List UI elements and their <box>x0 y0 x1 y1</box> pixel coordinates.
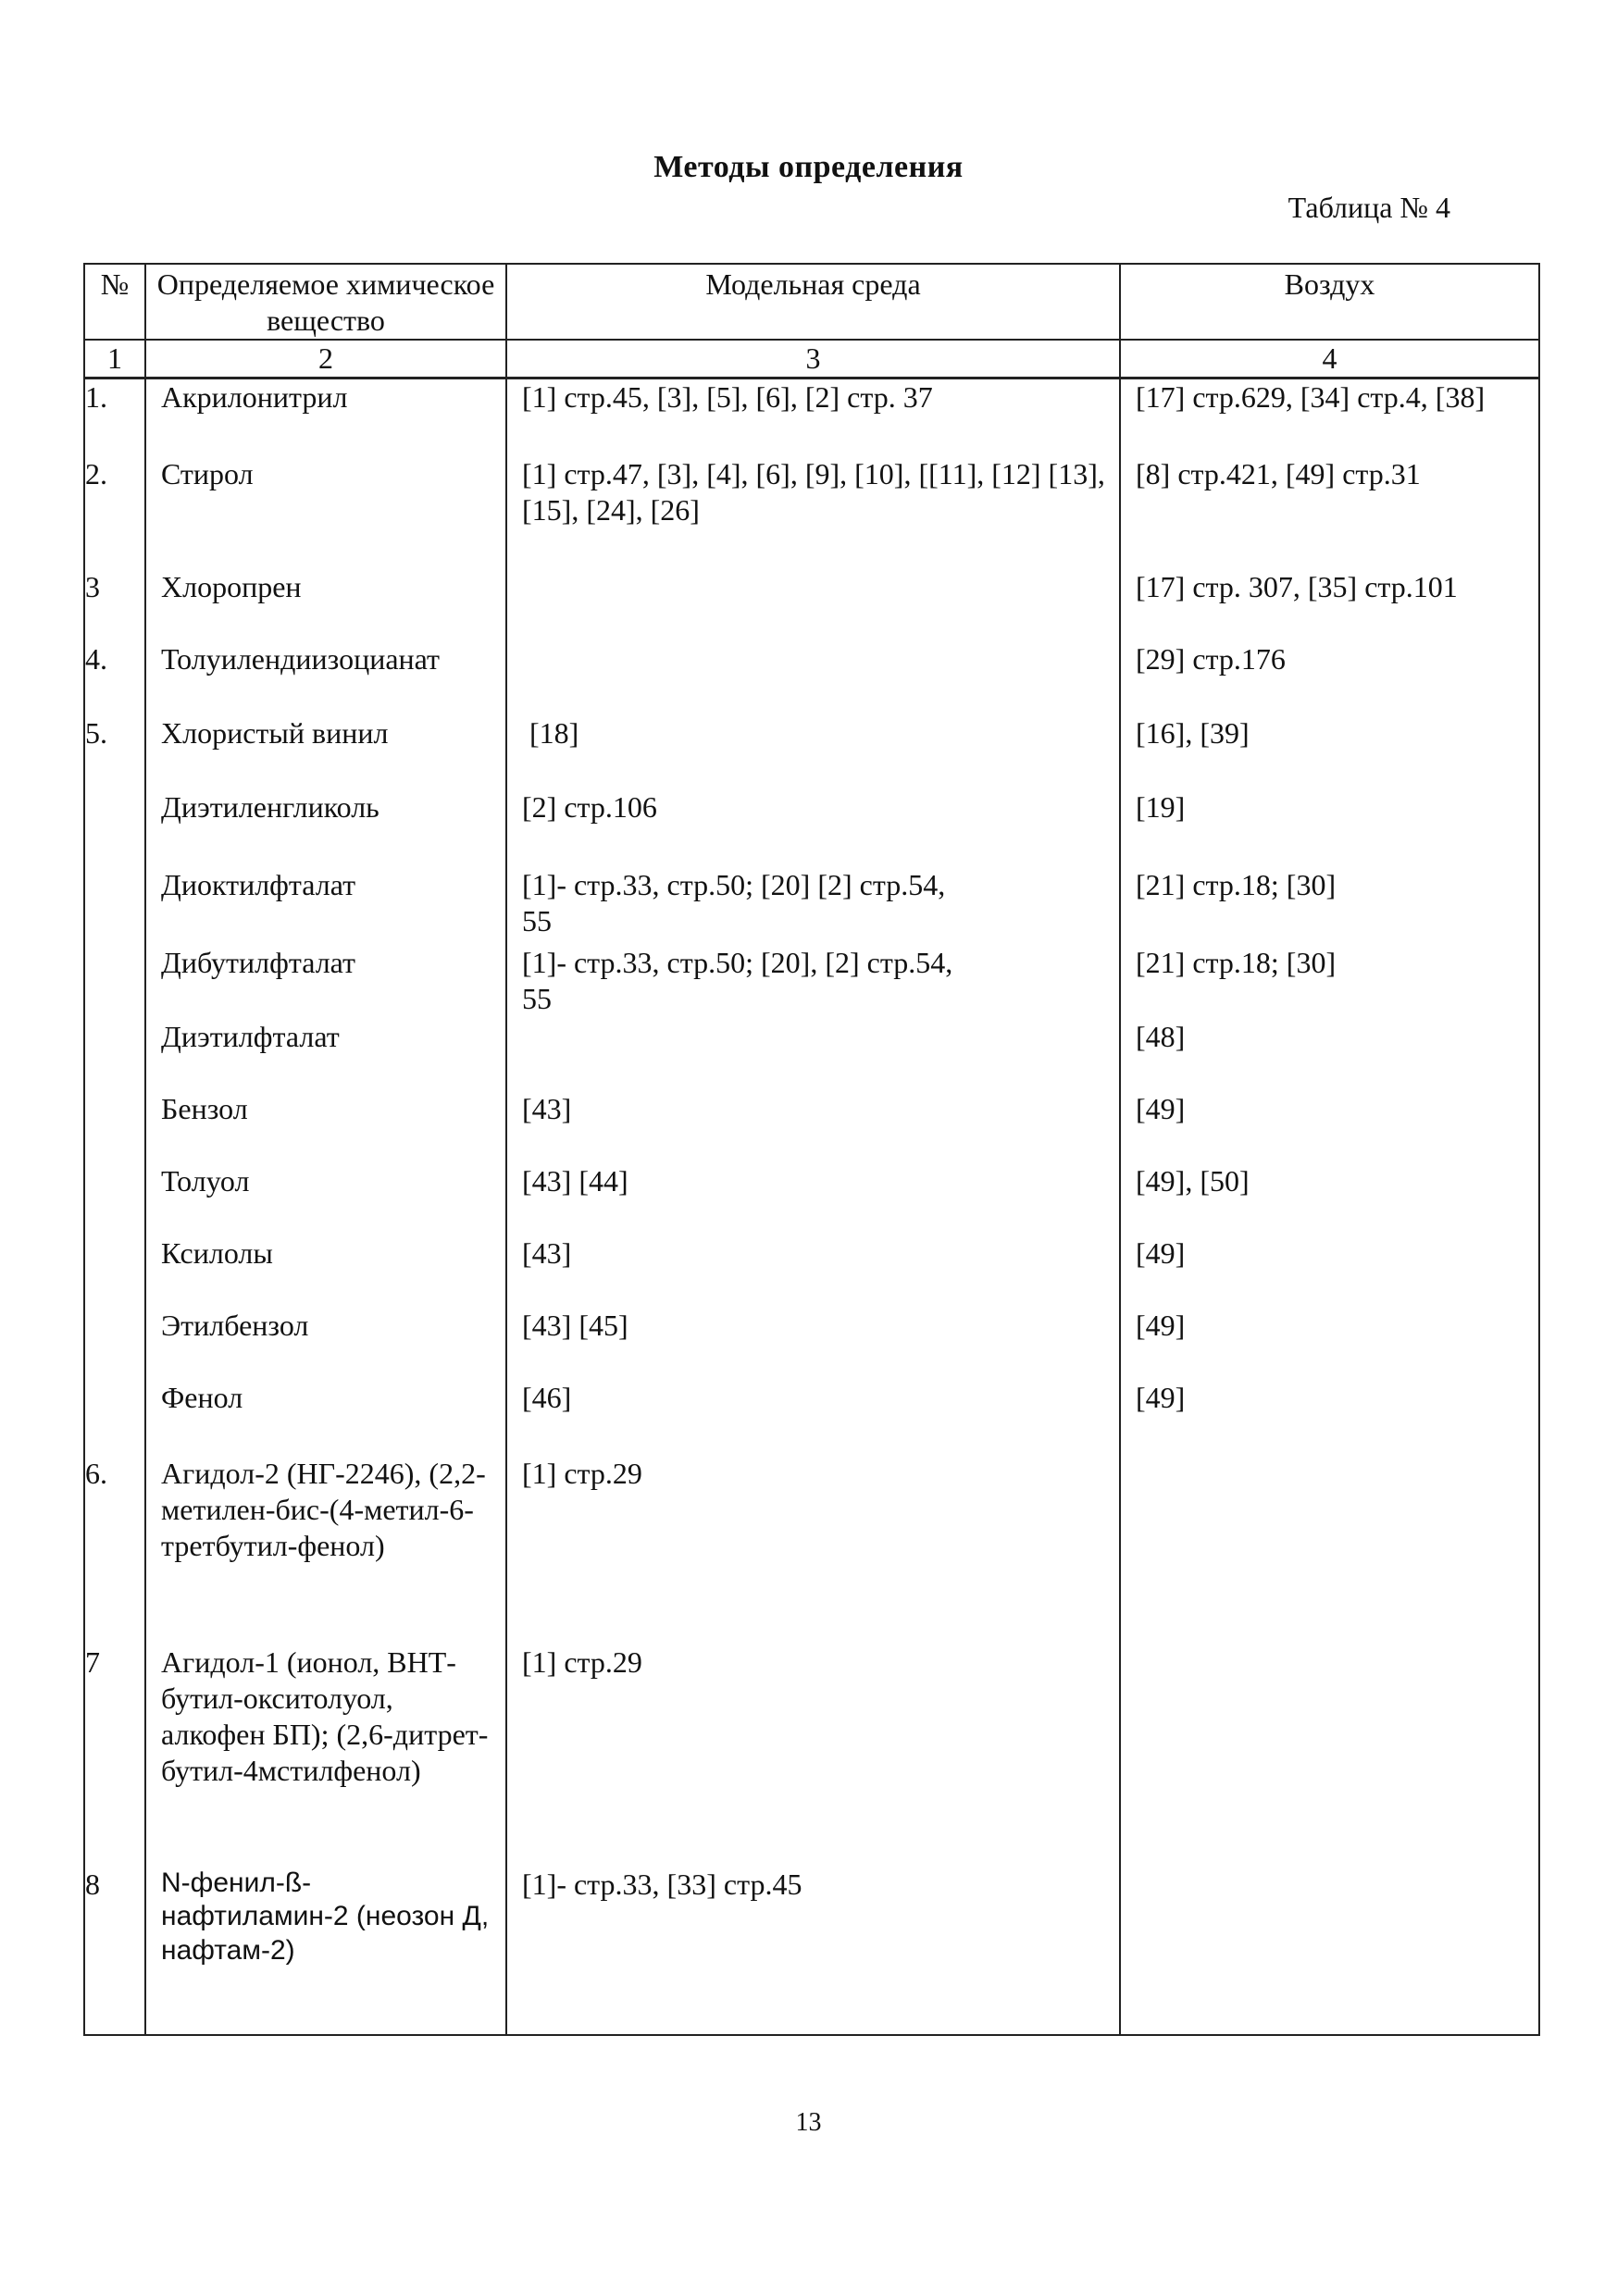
substance-cell: Диэтилфталат <box>145 1019 506 1091</box>
substance-cell: Бензол <box>145 1091 506 1163</box>
table-row <box>84 1867 1539 2035</box>
substance-cell: Стирол <box>145 456 506 569</box>
header-model-medium: Модельная среда <box>506 264 1120 340</box>
model-medium-cell: [43] [45] <box>506 1308 1120 1380</box>
air-cell: [21] стр.18; [30] <box>1120 867 1539 945</box>
substance-cell: Толуилендиизоцианат <box>145 641 506 715</box>
table-row <box>84 569 1539 641</box>
table-row <box>84 715 1539 789</box>
table-row <box>84 1308 1539 1380</box>
column-number: 4 <box>1120 340 1539 379</box>
model-medium-cell: [1]- стр.33, [33] стр.45 <box>506 1867 1120 2035</box>
methods-table <box>83 263 1540 2036</box>
air-cell: [19] <box>1120 789 1539 867</box>
header-no: № <box>84 264 145 340</box>
air-cell: [49] <box>1120 1091 1539 1163</box>
substance-cell: Ксилолы <box>145 1235 506 1308</box>
air-cell <box>1120 1867 1539 2035</box>
air-cell: [16], [39] <box>1120 715 1539 789</box>
substance-cell: Диэтиленгликоль <box>145 789 506 867</box>
substance-cell: Дибутилфталат <box>145 945 506 1019</box>
row-number: 3 <box>84 569 145 641</box>
model-medium-cell: [1]- стр.33, стр.50; [20] [2] стр.54, 55 <box>506 867 1120 945</box>
air-cell: [48] <box>1120 1019 1539 1091</box>
substance-cell: Акрилонитрил <box>145 379 506 456</box>
table-row <box>84 945 1539 1019</box>
column-number: 3 <box>506 340 1120 379</box>
substance-cell: Этилбензол <box>145 1308 506 1380</box>
row-number: 2. <box>84 456 145 569</box>
air-cell: [17] стр. 307, [35] стр.101 <box>1120 569 1539 641</box>
table-row <box>84 867 1539 945</box>
row-number: 1. <box>84 379 145 456</box>
model-medium-cell: [2] стр.106 <box>506 789 1120 867</box>
model-medium-cell: [43] [44] <box>506 1163 1120 1235</box>
model-medium-cell: [43] <box>506 1091 1120 1163</box>
table-row <box>84 1456 1539 1644</box>
substance-cell: Хлористый винил <box>145 715 506 789</box>
table-row <box>84 641 1539 715</box>
model-medium-cell: [1] стр.29 <box>506 1644 1120 1867</box>
model-medium-cell: [1] стр.29 <box>506 1456 1120 1644</box>
table-row <box>84 379 1539 456</box>
substance-cell: Толуол <box>145 1163 506 1235</box>
table-row <box>84 1163 1539 1235</box>
substance-cell: Агидол-2 (НГ-2246), (2,2-метилен-бис-(4-метил-6-третбутил-фенол) <box>145 1456 506 1644</box>
row-number <box>84 1235 145 1308</box>
table-row <box>84 1235 1539 1308</box>
model-medium-cell <box>506 641 1120 715</box>
table-row <box>84 1644 1539 1867</box>
row-number <box>84 945 145 1019</box>
table-row <box>84 789 1539 867</box>
air-cell <box>1120 1456 1539 1644</box>
model-medium-cell <box>506 1019 1120 1091</box>
air-cell: [49] <box>1120 1235 1539 1308</box>
header-substance: Определяемое химическое вещество <box>145 264 506 340</box>
row-number: 4. <box>84 641 145 715</box>
air-cell: [49] <box>1120 1380 1539 1456</box>
table-header-row <box>84 264 1539 340</box>
air-cell: [29] стр.176 <box>1120 641 1539 715</box>
model-medium-cell: [18] <box>506 715 1120 789</box>
row-number <box>84 1091 145 1163</box>
methods-table-container <box>83 263 1538 2036</box>
row-number: 5. <box>84 715 145 789</box>
page-title: Методы определения <box>653 150 964 184</box>
column-number-row <box>84 340 1539 379</box>
air-cell: [21] стр.18; [30] <box>1120 945 1539 1019</box>
substance-cell: Диоктилфталат <box>145 867 506 945</box>
header-air: Воздух <box>1120 264 1539 340</box>
substance-cell: Агидол-1 (ионол, ВНТ-бутил-окситолуол, алкофен БП); (2,6-дитрет-бутил-4мстилфенол) <box>145 1644 506 1867</box>
row-number <box>84 789 145 867</box>
table-label: Таблица № 4 <box>1287 191 1450 224</box>
row-number <box>84 1380 145 1456</box>
page-number: 13 <box>795 2108 822 2137</box>
air-cell <box>1120 1644 1539 1867</box>
table-row <box>84 456 1539 569</box>
table-row <box>84 1091 1539 1163</box>
model-medium-cell: [43] <box>506 1235 1120 1308</box>
substance-cell: N-фенил-ß-нафтиламин-2 (неозон Д, нафтам-2) <box>145 1867 506 2035</box>
row-number: 7 <box>84 1644 145 1867</box>
table-row <box>84 1019 1539 1091</box>
substance-cell: Хлоропрен <box>145 569 506 641</box>
table-row <box>84 1380 1539 1456</box>
air-cell: [17] стр.629, [34] стр.4, [38] <box>1120 379 1539 456</box>
substance-cell: Фенол <box>145 1380 506 1456</box>
model-medium-cell: [1] стр.45, [3], [5], [6], [2] стр. 37 <box>506 379 1120 456</box>
row-number <box>84 1163 145 1235</box>
row-number <box>84 1019 145 1091</box>
air-cell: [49], [50] <box>1120 1163 1539 1235</box>
row-number <box>84 867 145 945</box>
column-number: 1 <box>84 340 145 379</box>
air-cell: [49] <box>1120 1308 1539 1380</box>
air-cell: [8] стр.421, [49] стр.31 <box>1120 456 1539 569</box>
row-number <box>84 1308 145 1380</box>
row-number: 6. <box>84 1456 145 1644</box>
column-number: 2 <box>145 340 506 379</box>
model-medium-cell: [1] стр.47, [3], [4], [6], [9], [10], [[11], [12] [13], [15], [24], [26] <box>506 456 1120 569</box>
model-medium-cell: [1]- стр.33, стр.50; [20], [2] стр.54, 55 <box>506 945 1120 1019</box>
row-number: 8 <box>84 1867 145 2035</box>
model-medium-cell: [46] <box>506 1380 1120 1456</box>
model-medium-cell <box>506 569 1120 641</box>
